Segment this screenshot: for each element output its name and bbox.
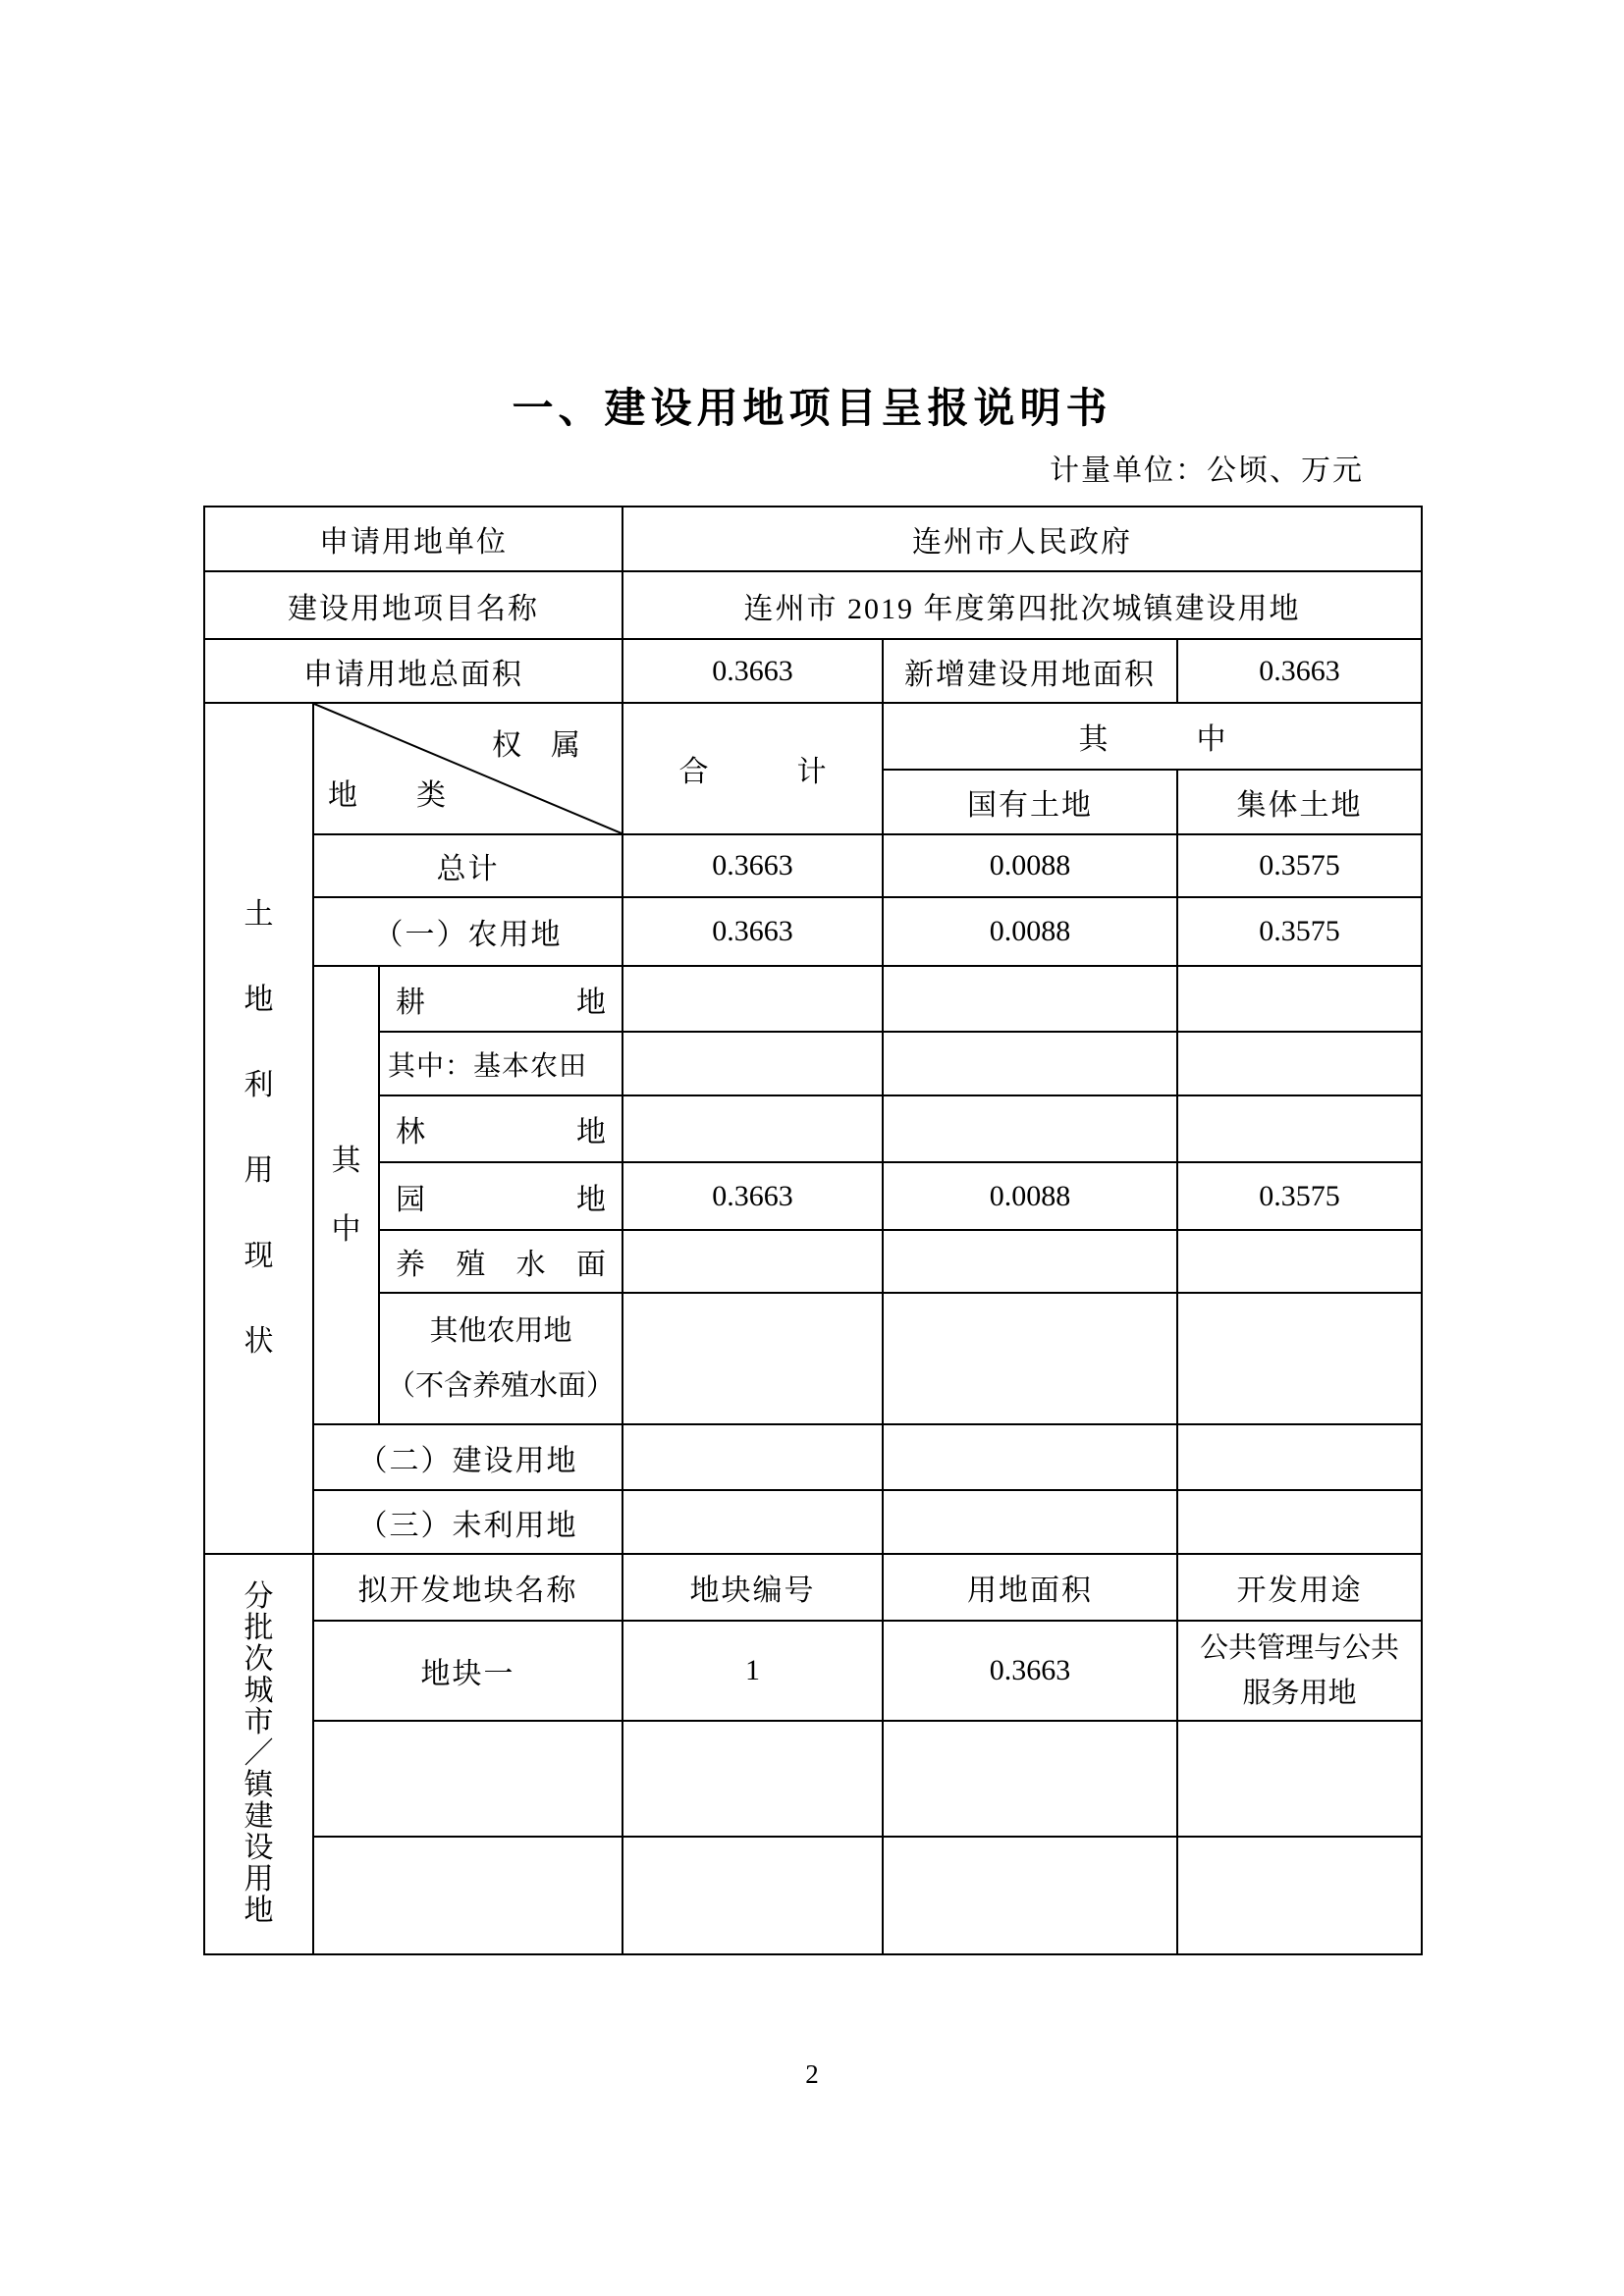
total-area-label: 申请用地总面积 [204, 639, 623, 703]
total-area-value: 0.3663 [623, 639, 883, 703]
row-other-agricultural-label-line2: （不含养殖水面） [387, 1370, 616, 1402]
row-other-agricultural-collective [1177, 1293, 1422, 1424]
header-state-owned: 国有土地 [883, 770, 1177, 834]
plots-header-area: 用地面积 [883, 1554, 1177, 1621]
page-number: 2 [805, 2059, 819, 2089]
plot-row-number: 1 [623, 1621, 883, 1721]
diagonal-header-cell [313, 703, 623, 834]
row-other-agricultural-state [883, 1293, 1177, 1424]
land-use-section-cell [204, 703, 313, 1554]
land-use-section-label: 土 地 利 用 现 状 [244, 898, 274, 1358]
row-cultivated-collective [1177, 966, 1422, 1032]
plots-header-purpose: 开发用途 [1177, 1554, 1422, 1621]
plot-row-name [313, 1837, 623, 1954]
row-aquaculture-label: 养殖水面 [379, 1230, 623, 1293]
page-title: 一、建设用地项目呈报说明书 [512, 387, 1112, 432]
row-garden-total: 0.3663 [623, 1162, 883, 1230]
row-garden-label: 园地 [379, 1162, 623, 1230]
header-total: 合 计 [623, 703, 883, 834]
row-construction-state [883, 1424, 1177, 1490]
row-grand-total-total: 0.3663 [623, 834, 883, 897]
row-other-agricultural-label [379, 1293, 623, 1424]
row-basic-farmland-state [883, 1032, 1177, 1095]
row-basic-farmland-label: 其中：基本农田 [379, 1032, 623, 1095]
among-group-cell [313, 966, 379, 1424]
row-forest-collective [1177, 1095, 1422, 1162]
among-group-label: 其 中 [331, 1144, 361, 1246]
row-agricultural-state: 0.0088 [883, 897, 1177, 966]
plots-header-name: 拟开发地块名称 [313, 1554, 623, 1621]
row-forest-total [623, 1095, 883, 1162]
row-aquaculture-total [623, 1230, 883, 1293]
plot-row-purpose [1177, 1721, 1422, 1837]
plot-row-purpose: 公共管理与公共服务用地 [1177, 1621, 1422, 1721]
row-unused-label: （三）未利用地 [313, 1490, 623, 1554]
row-grand-total-collective: 0.3575 [1177, 834, 1422, 897]
land-report-table [203, 506, 1423, 1955]
plots-section-label: 分 批 次 城 市 ／ 镇 建 设 用 地 [244, 1580, 274, 1927]
row-other-agricultural-total [623, 1293, 883, 1424]
plot-row-area [883, 1721, 1177, 1837]
row-garden-collective: 0.3575 [1177, 1162, 1422, 1230]
header-among: 其 中 [883, 703, 1422, 770]
plot-row-name [313, 1721, 623, 1837]
row-construction-collective [1177, 1424, 1422, 1490]
plot-row-name: 地块一 [313, 1621, 623, 1721]
row-aquaculture-collective [1177, 1230, 1422, 1293]
row-cultivated-state [883, 966, 1177, 1032]
row-cultivated-label: 耕地 [379, 966, 623, 1032]
row-aquaculture-state [883, 1230, 1177, 1293]
row-cultivated-total [623, 966, 883, 1032]
row-forest-state [883, 1095, 1177, 1162]
plot-row-area [883, 1837, 1177, 1954]
row-garden-state: 0.0088 [883, 1162, 1177, 1230]
plot-row-purpose [1177, 1837, 1422, 1954]
plot-row-number [623, 1837, 883, 1954]
row-grand-total-label: 总计 [313, 834, 623, 897]
row-agricultural-label: （一）农用地 [313, 897, 623, 966]
row-forest-label: 林地 [379, 1095, 623, 1162]
plot-row-number [623, 1721, 883, 1837]
row-unused-collective [1177, 1490, 1422, 1554]
project-name-value: 连州市 2019 年度第四批次城镇建设用地 [623, 571, 1422, 639]
row-unused-total [623, 1490, 883, 1554]
diagonal-label-land-type: 地 类 [328, 779, 446, 812]
plots-header-number: 地块编号 [623, 1554, 883, 1621]
applicant-value: 连州市人民政府 [623, 507, 1422, 571]
row-unused-state [883, 1490, 1177, 1554]
measurement-unit-note: 计量单位：公顷、万元 [1050, 454, 1364, 487]
applicant-label: 申请用地单位 [204, 507, 623, 571]
row-agricultural-collective: 0.3575 [1177, 897, 1422, 966]
row-basic-farmland-total [623, 1032, 883, 1095]
plot-row-area: 0.3663 [883, 1621, 1177, 1721]
row-construction-label: （二）建设用地 [313, 1424, 623, 1490]
row-construction-total [623, 1424, 883, 1490]
row-basic-farmland-collective [1177, 1032, 1422, 1095]
header-collective: 集体土地 [1177, 770, 1422, 834]
new-area-label: 新增建设用地面积 [883, 639, 1177, 703]
project-name-label: 建设用地项目名称 [204, 571, 623, 639]
diagonal-label-ownership: 权 属 [492, 729, 581, 762]
row-agricultural-total: 0.3663 [623, 897, 883, 966]
row-other-agricultural-label-line1: 其他农用地 [429, 1315, 572, 1347]
row-grand-total-state: 0.0088 [883, 834, 1177, 897]
new-area-value: 0.3663 [1177, 639, 1422, 703]
plots-section-cell [204, 1554, 313, 1954]
